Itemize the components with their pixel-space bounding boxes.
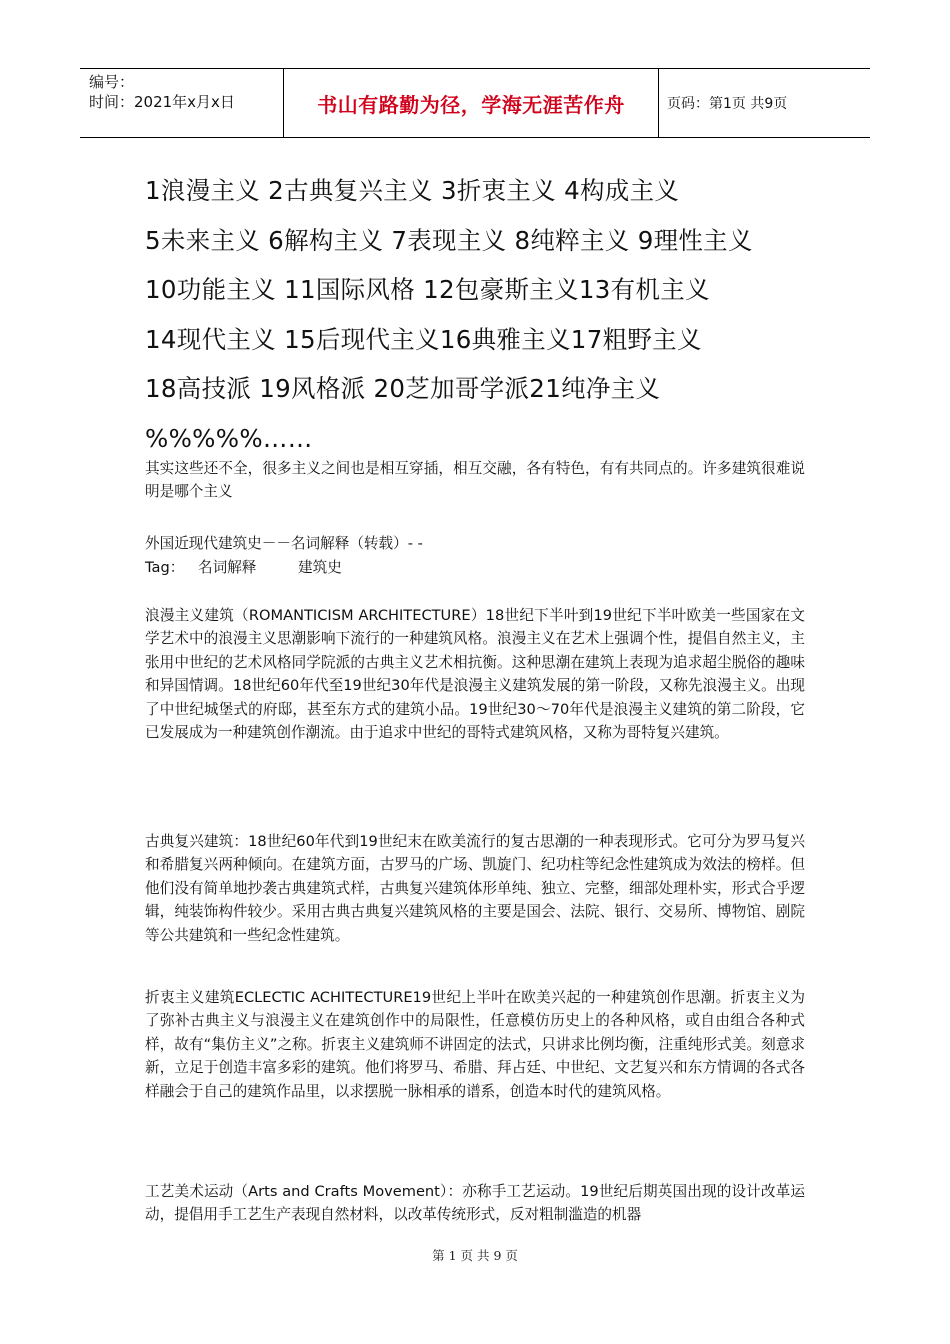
article-title: 外国近现代建筑史－－名词解释（转载）- - xyxy=(145,535,423,552)
classic-revival-paragraph: 古典复兴建筑：18世纪60年代到19世纪末在欧美流行的复古思潮的一种表现形式。它可分为罗马复兴和希腊复兴两种倾向。在建筑方面，古罗马的广场、凯旋门、纪功柱等纪念性建筑成为效法的榜样。但他们没有简单地抄袭古典建筑式样，古典复兴建筑体形单纯、独立、完整，细部处理朴实，形式合乎逻辑，纯装饰构件较少。采用古典古典复兴建筑风格的主要是国会、法院、银行、交易所、博物馆、剧院等公共建筑和一些纪念性建筑。 xyxy=(145,833,805,944)
header-motto: 书山有路勤为径，学海无涯苦作舟 xyxy=(283,69,659,137)
page-footer: 第 1 页 共 9 页 xyxy=(432,1248,518,1263)
arts-crafts-paragraph: 工艺美术运动（Arts and Crafts Movement）：亦称手工艺运动。19世纪后期英国出现的设计改革运动，提倡用手工艺生产表现自然材料，以改革传统形式，反对粗制滥造的机器 xyxy=(145,1183,805,1224)
isms-line: %%%%%…… xyxy=(145,423,313,453)
document-time-label: 时间：2021年x月x日 xyxy=(89,93,235,111)
tag-link[interactable]: 建筑史 xyxy=(298,559,342,576)
document-number-label: 编号： xyxy=(89,73,135,91)
isms-line: 5未来主义 6解构主义 7表现主义 8纯粹主义 9理性主义 xyxy=(145,225,753,255)
header-page-info: 页码：第1页 共9页 xyxy=(667,96,788,112)
tag-label: Tag： xyxy=(145,559,185,576)
eclectic-paragraph: 折衷主义建筑ECLECTIC ACHITECTURE19世纪上半叶在欧美兴起的一种建筑创作思潮。折衷主义为了弥补古典主义与浪漫主义在建筑创作中的局限性，任意模仿历史上的各种风格，或自由组合各种式样，故有“集仿主义”之称。折衷主义建筑师不讲固定的法式，只讲求比例均衡，注重纯形式美。刻意求新，立足于创造丰富多彩的建筑。他们将罗马、希腊、拜占廷、中世纪、文艺复兴和东方情调的各式各样融会于自己的建筑作品里，以求摆脱一脉相承的谱系，创造本时代的建筑风格。 xyxy=(145,989,805,1100)
tag-link[interactable]: 名词解释 xyxy=(198,559,257,576)
intro-paragraph: 其实这些还不全，很多主义之间也是相互穿插，相互交融，各有特色，有有共同点的。许多建筑很难说明是哪个主义 xyxy=(145,460,805,501)
header-meta xyxy=(80,69,283,137)
header-table xyxy=(80,68,870,138)
isms-line: 1浪漫主义 2古典复兴主义 3折衷主义 4构成主义 xyxy=(145,176,680,205)
isms-line: 10功能主义 11国际风格 12包豪斯主义13有机主义 xyxy=(145,275,710,304)
isms-list xyxy=(145,166,835,463)
romanticism-paragraph: 浪漫主义建筑（ROMANTICISM ARCHITECTURE）18世纪下半叶到19世纪下半叶欧美一些国家在文学艺术中的浪漫主义思潮影响下流行的一种建筑风格。浪漫主义在艺术上强调个性，提倡自然主义，主张用中世纪的艺术风格同学院派的古典主义艺术相抗衡。这种思潮在建筑上表现为追求超尘脱俗的趣味和异国情调。18世纪60年代至19世纪30年代是浪漫主义建筑发展的第一阶段，又称先浪漫主义。出现了中世纪城堡式的府邸，甚至东方式的建筑小品。19世纪30～70年代是浪漫主义建筑的第二阶段，它已发展成为一种建筑创作潮流。由于追求中世纪的哥特式建筑风格，又称为哥特复兴建筑。 xyxy=(145,607,805,742)
isms-line: 14现代主义 15后现代主义16典雅主义17粗野主义 xyxy=(145,324,702,354)
tag-line xyxy=(145,556,805,579)
isms-line: 18高技派 19风格派 20芝加哥学派21纯净主义 xyxy=(145,374,661,403)
